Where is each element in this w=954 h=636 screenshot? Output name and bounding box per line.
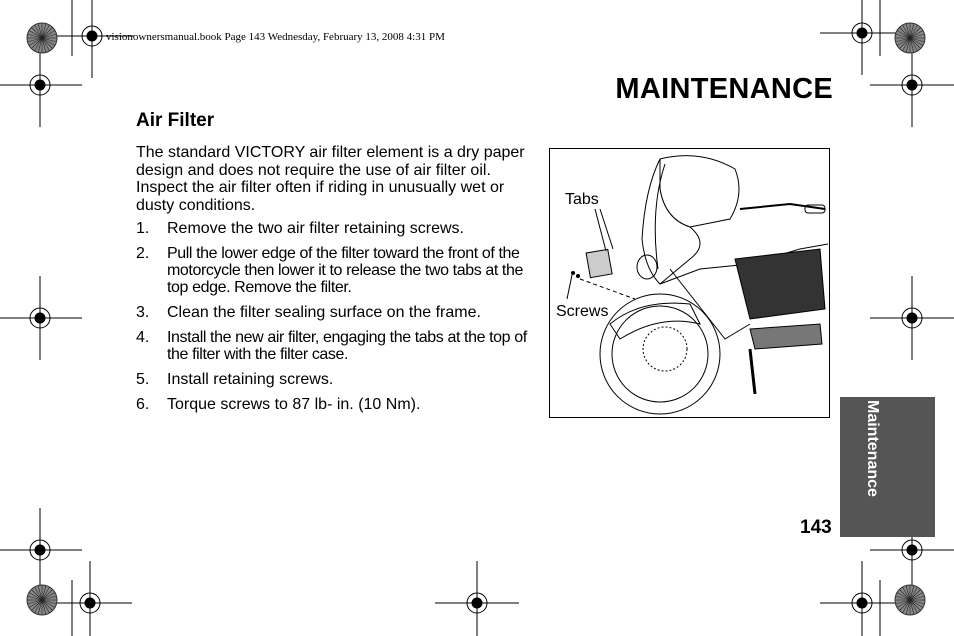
crosshair-target-icon	[820, 0, 904, 75]
step-number: 2.	[136, 245, 150, 262]
crosshair-target-icon	[48, 561, 132, 636]
crosshair-target-icon	[435, 561, 519, 636]
windshield	[660, 156, 739, 227]
chapter-title: MAINTENANCE	[615, 73, 833, 105]
front-fender	[610, 303, 700, 339]
list-item	[136, 371, 536, 388]
print-header: visionownersmanual.book Page 143 Wednesday, February 13, 2008 4:31 PM	[106, 31, 445, 43]
list-item	[136, 304, 536, 321]
intro-paragraph: The standard VICTORY air filter element is a dry paper design and does not require the use of air filter oil. Inspect the air filter often if riding in unusually wet or dusty conditions.	[136, 144, 525, 214]
step-number: 4.	[136, 329, 150, 346]
crosshair-target-icon	[820, 561, 904, 636]
crosshair-target-icon	[0, 508, 82, 592]
front-wheel	[600, 294, 720, 414]
chapter-side-tab	[840, 397, 935, 537]
step-number: 6.	[136, 396, 150, 413]
rosette-mark-icon	[895, 23, 925, 53]
step-text: Clean the filter sealing surface on the frame.	[167, 304, 481, 321]
step-number: 5.	[136, 371, 150, 388]
list-item	[136, 220, 536, 237]
rosette-mark-icon	[27, 585, 57, 615]
crosshair-target-icon	[0, 43, 82, 127]
rosette-mark-icon	[895, 585, 925, 615]
air-filter	[586, 249, 612, 277]
step-text: Install retaining screws.	[167, 371, 334, 388]
step-number: 3.	[136, 304, 150, 321]
step-number: 1.	[136, 220, 150, 237]
footboard	[750, 324, 822, 349]
callout-tabs: Tabs	[565, 191, 599, 208]
list-item	[136, 329, 536, 363]
step-text: Install the new air filter, engaging the tabs at the top of the filter with the filter case.	[167, 329, 527, 363]
motorcycle-air-filter-illustration	[549, 148, 830, 418]
list-item	[136, 245, 536, 296]
crosshair-target-icon	[870, 43, 954, 127]
callout-screws: Screws	[556, 303, 609, 320]
side-tab-label: Maintenance	[864, 400, 881, 497]
crosshair-target-icon	[0, 276, 82, 360]
steps-list	[136, 220, 536, 421]
engine	[735, 249, 825, 319]
crosshair-target-icon	[870, 276, 954, 360]
section-title: Air Filter	[136, 110, 215, 131]
step-text: Pull the lower edge of the filter toward the front of the motorcycle then lower it to release the two tabs at the top edge. Remove the filter.	[167, 245, 523, 296]
step-text: Torque screws to 87 lb- in. (10 Nm).	[167, 396, 421, 413]
page-number: 143	[800, 517, 832, 538]
rosette-mark-icon	[27, 23, 57, 53]
list-item	[136, 396, 536, 413]
step-text: Remove the two air filter retaining screws.	[167, 220, 464, 237]
